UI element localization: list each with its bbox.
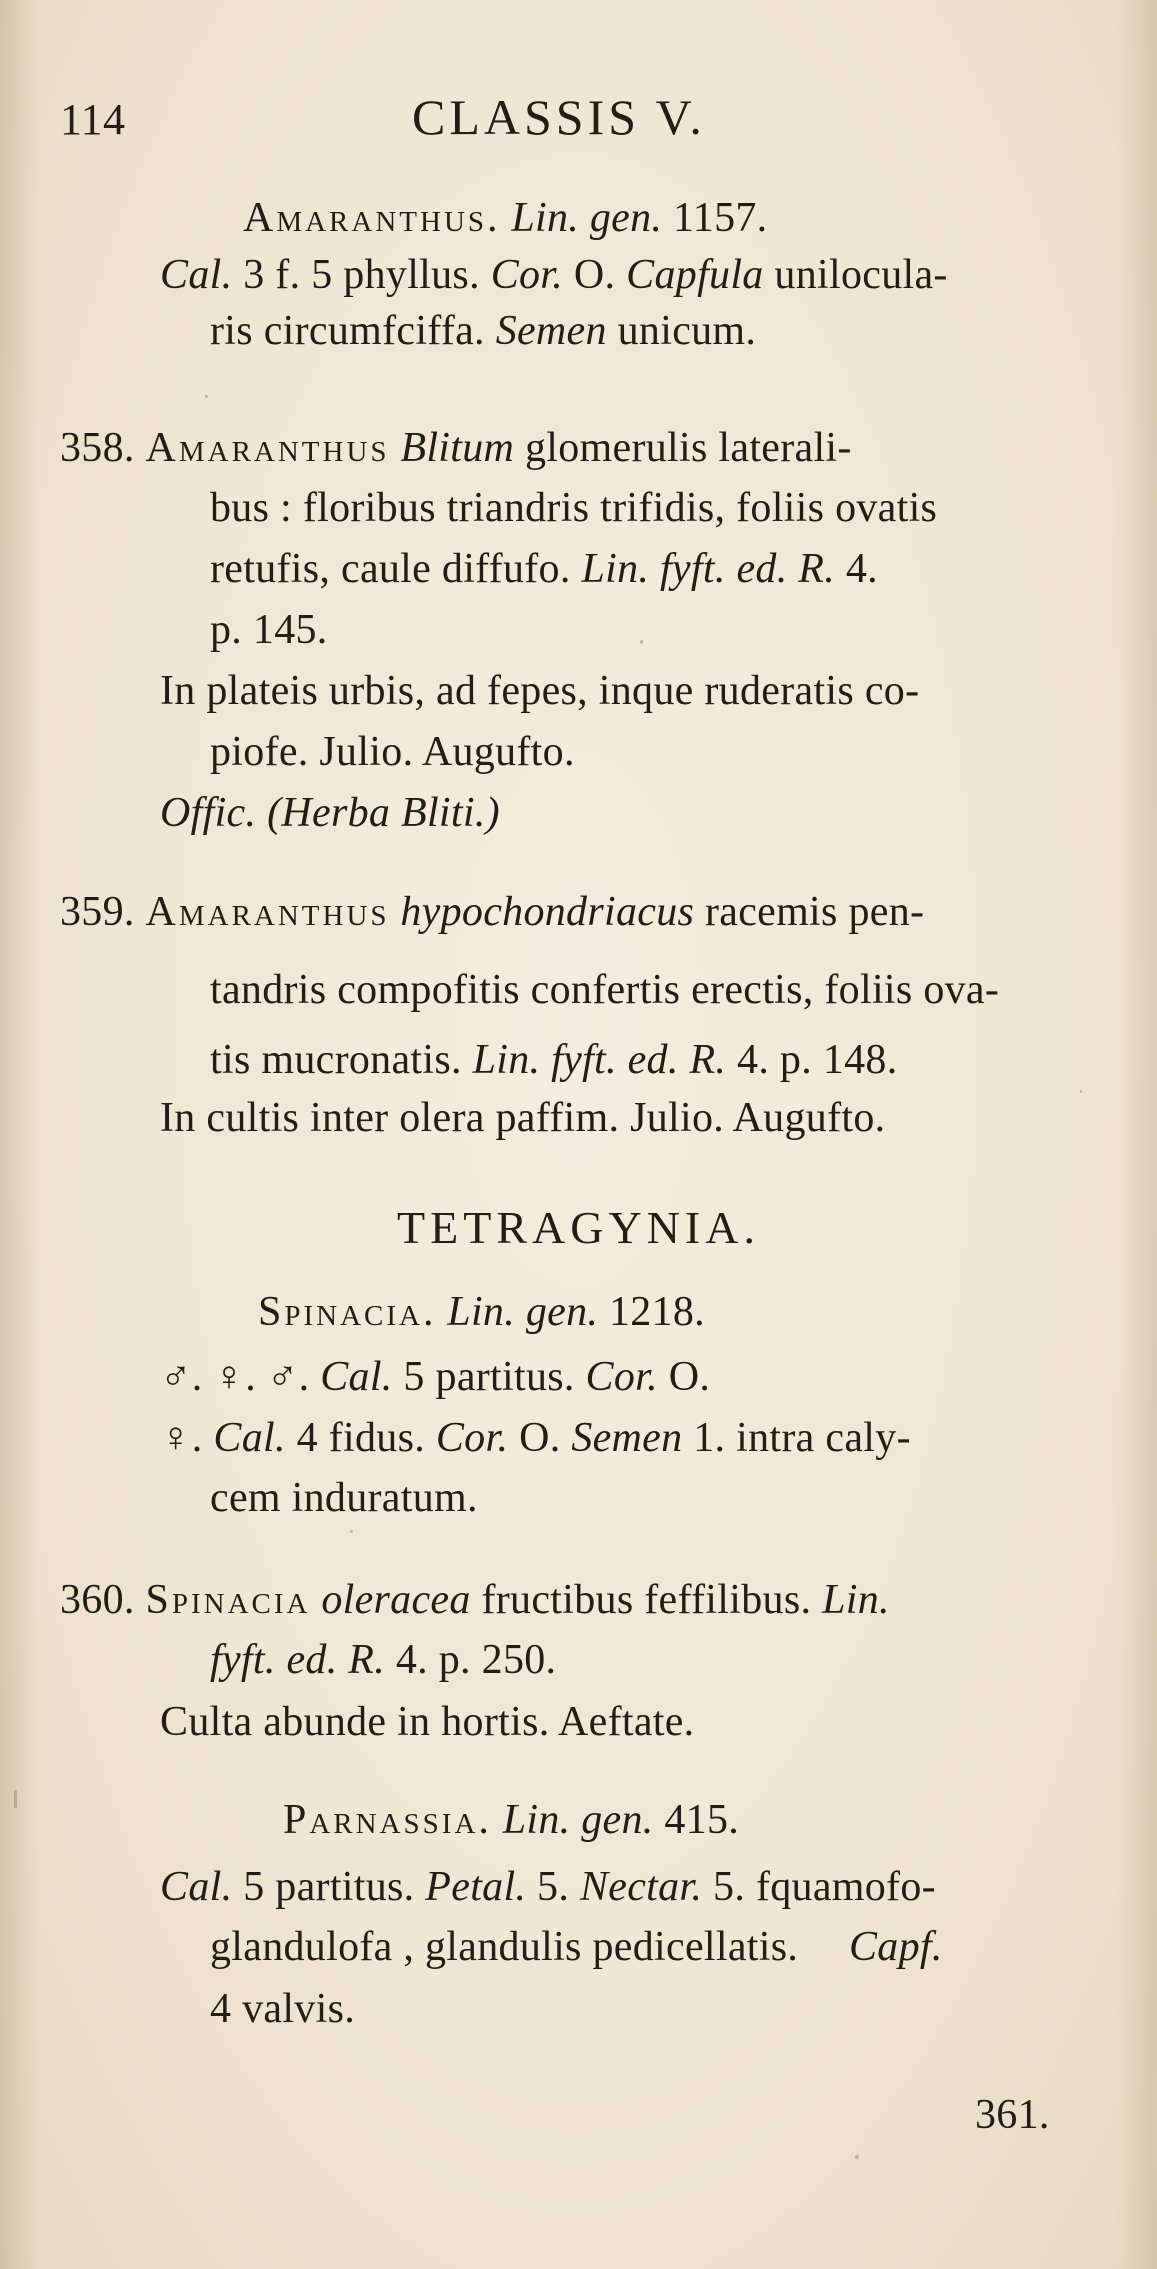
paper-speck bbox=[205, 395, 208, 398]
species-360-heading: 360. Spinacia oleracea fructibus feffilibus. Lin. bbox=[60, 1577, 890, 1623]
species-359-heading: 359. Amaranthus hypochondriacus racemis pen- bbox=[60, 889, 925, 935]
genus-description-line: ♀. Cal. 4 fidus. Cor. O. Semen 1. intra caly- bbox=[160, 1415, 911, 1461]
species-358-text: retufis, caule diffufo. Lin. fyft. ed. R. 4. bbox=[210, 546, 878, 592]
species-358-text: bus : floribus triandris trifidis, foliis ovatis bbox=[210, 485, 938, 531]
genus-heading-amaranthus: Amaranthus. Lin. gen. 1157. bbox=[243, 195, 768, 241]
genus-heading-parnassia: Parnassia. Lin. gen. 415. bbox=[283, 1797, 740, 1843]
genus-description-line: ris circumfciffa. Semen unicum. bbox=[210, 308, 757, 354]
genus-description-line: ♂. ♀. ♂. Cal. 5 partitus. Cor. O. bbox=[160, 1354, 711, 1400]
species-359-text: tis mucronatis. Lin. fyft. ed. R. 4. p. 148. bbox=[210, 1037, 898, 1083]
species-359-text: tandris compofitis confertis erectis, foliis ova- bbox=[210, 967, 1000, 1013]
paper-speck bbox=[14, 1790, 17, 1808]
genus-description-line: glandulofa , glandulis pedicellatis. Capf. bbox=[210, 1924, 943, 1970]
genus-heading-spinacia: Spinacia. Lin. gen. 1218. bbox=[258, 1289, 705, 1335]
genus-description-line: Cal. 3 f. 5 phyllus. Cor. O. Capfula uniloculа- bbox=[160, 252, 948, 298]
genus-description-line: cem induratum. bbox=[210, 1475, 478, 1521]
page-edge-left bbox=[0, 0, 40, 2269]
species-358-officinal: Offic. (Herba Bliti.) bbox=[160, 790, 500, 836]
species-358-habitat: piofe. Julio. Augufto. bbox=[210, 729, 575, 775]
genus-description-line: Cal. 5 partitus. Petal. 5. Nectar. 5. fquamofo- bbox=[160, 1864, 936, 1910]
section-heading: TETRAGYNIA. bbox=[397, 1202, 760, 1253]
running-title: CLASSIS V. bbox=[412, 89, 706, 145]
species-358-heading: 358. Amaranthus Blitum glomerulis laterali- bbox=[60, 425, 852, 471]
species-358-habitat: In plateis urbis, ad fepes, inque ruderatis co- bbox=[160, 668, 920, 714]
paper-speck bbox=[350, 1530, 353, 1533]
paper-speck bbox=[1080, 1090, 1082, 1093]
species-359-habitat: In cultis inter olera paffim. Julio. Augufto. bbox=[160, 1095, 886, 1141]
page-number: 114 bbox=[60, 95, 126, 144]
paper-speck bbox=[855, 2155, 859, 2159]
genus-description-line: 4 valvis. bbox=[210, 1986, 356, 2032]
species-360-text: fyft. ed. R. 4. p. 250. bbox=[210, 1637, 557, 1683]
species-360-habitat: Culta abunde in hortis. Aeftate. bbox=[160, 1699, 695, 1745]
paper-speck bbox=[640, 640, 643, 644]
species-358-text: p. 145. bbox=[210, 607, 328, 653]
catchword: 361. bbox=[975, 2092, 1050, 2138]
page-edge-right bbox=[1117, 0, 1157, 2269]
